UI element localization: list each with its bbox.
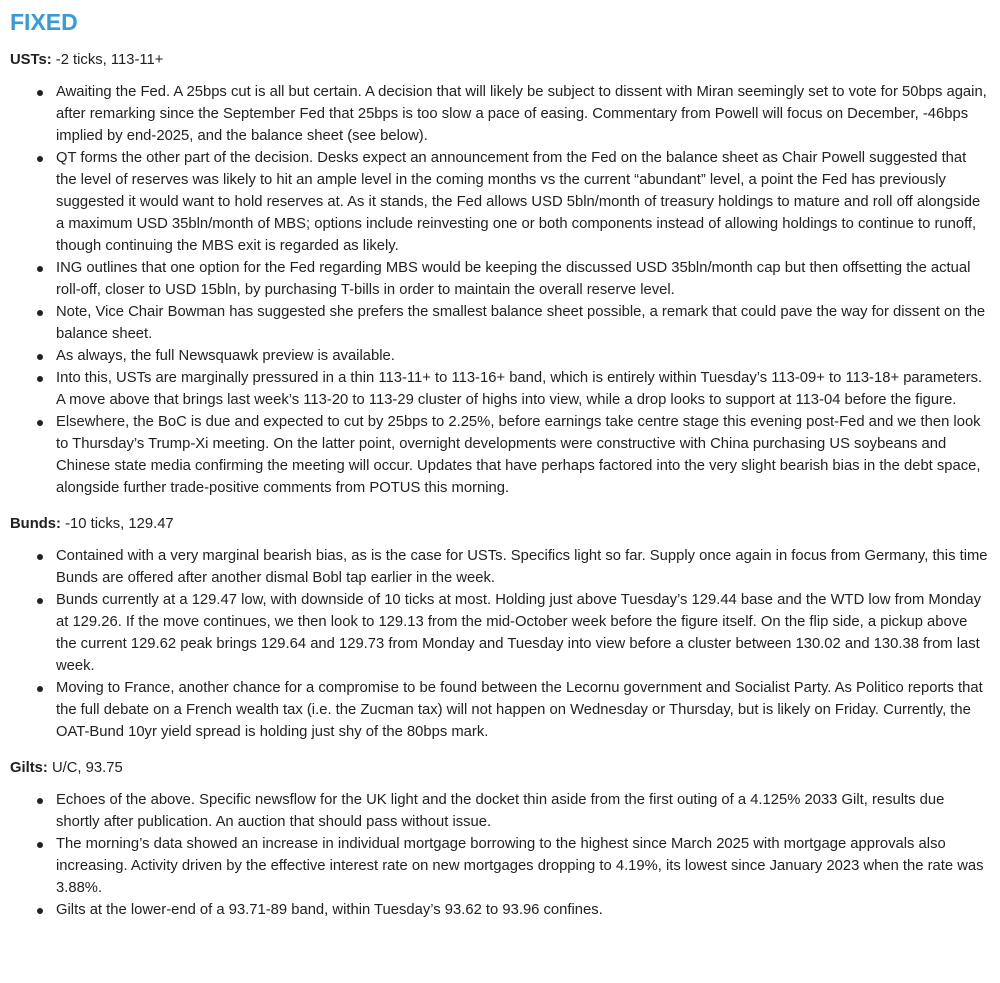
- section-usts: [10, 49, 988, 499]
- bullet-icon: [37, 798, 43, 804]
- list-item: Echoes of the above. Specific newsflow for the UK light and the docket thin aside from the first outing of a 4.125% 2033 Gilt, results due shortly after publication. An auction that should pass without issue.: [56, 789, 988, 833]
- bullet-icon: [37, 90, 43, 96]
- list-item: QT forms the other part of the decision. Desks expect an announcement from the Fed on the balance sheet as Chair Powell suggested that the level of reserves was likely to hit an ample level in the coming months vs the current “abundant” level, a point the Fed has previously suggested it would want to hold reserves at. As it stands, the Fed allows USD 5bln/month of treasury holdings to mature and roll off alongside a maximum USD 35bln/month of MBS; options include reinvesting one or both components instead of allowing holdings to continue to runoff, though continuing the MBS exit is regarded as likely.: [56, 147, 988, 257]
- list-item: Gilts at the lower-end of a 93.71-89 band, within Tuesday’s 93.62 to 93.96 confines.: [56, 899, 988, 921]
- list-item: ING outlines that one option for the Fed regarding MBS would be keeping the discussed USD 35bln/month cap but then offsetting the actual roll-off, closer to USD 15bln, by purchasing T-bills in order to maintain the overall reserve level.: [56, 257, 988, 301]
- bullet-icon: [37, 310, 43, 316]
- section-heading: [10, 757, 988, 779]
- section-heading: [10, 49, 988, 71]
- bullet-icon: [37, 686, 43, 692]
- bullet-icon: [37, 420, 43, 426]
- list-item: The morning’s data showed an increase in individual mortgage borrowing to the highest since March 2025 with mortgage approvals also increasing. Activity driven by the effective interest rate on new mortgages dropping to 4.19%, its lowest since January 2023 when the rate was 3.88%.: [56, 833, 988, 899]
- bullet-list: [10, 789, 988, 921]
- section-label: Gilts:: [10, 760, 48, 777]
- bullet-icon: [37, 842, 43, 848]
- section-summary: -10 ticks, 129.47: [60, 516, 174, 533]
- bullet-icon: [37, 598, 43, 604]
- section-heading: [10, 513, 988, 535]
- list-item: Into this, USTs are marginally pressured in a thin 113-11+ to 113-16+ band, which is entirely within Tuesday’s 113-09+ to 113-18+ parameters. A move above that brings last week’s 113-20 to 113-29 cluster of highs into view, while a drop looks to support at 113-04 before the figure.: [56, 367, 988, 411]
- bullet-list: [10, 545, 988, 743]
- section-label: USTs:: [10, 52, 52, 69]
- section-summary: -2 ticks, 113-11+: [51, 52, 164, 69]
- list-item: Bunds currently at a 129.47 low, with downside of 10 ticks at most. Holding just above Tuesday’s 129.44 base and the WTD low from Monday at 129.26. If the move continues, we then look to 129.13 from the mid-October week before the figure itself. On the flip side, a pickup above the current 129.62 peak brings 129.64 and 129.73 from Monday and Tuesday into view before a cluster between 130.02 and 130.38 from last week.: [56, 589, 988, 677]
- section-summary: U/C, 93.75: [47, 760, 123, 777]
- list-item: Moving to France, another chance for a compromise to be found between the Lecornu government and Socialist Party. As Politico reports that the full debate on a French wealth tax (i.e. the Zucman tax) will not happen on Wednesday or Thursday, but is likely on Friday. Currently, the OAT-Bund 10yr yield spread is holding just shy of the 80bps mark.: [56, 677, 988, 743]
- bullet-list: [10, 81, 988, 499]
- section-gilts: [10, 757, 988, 921]
- bullet-icon: [37, 554, 43, 560]
- bullet-icon: [37, 354, 43, 360]
- section-bunds: [10, 513, 988, 743]
- page-title: FIXED: [10, 9, 78, 35]
- bullet-icon: [37, 266, 43, 272]
- list-item: As always, the full Newsquawk preview is available.: [56, 345, 988, 367]
- section-label: Bunds:: [10, 516, 61, 533]
- bullet-icon: [37, 156, 43, 162]
- list-item: Elsewhere, the BoC is due and expected to cut by 25bps to 2.25%, before earnings take centre stage this evening post-Fed and we then look to Thursday’s Trump-Xi meeting. On the latter point, overnight developments were constructive with China purchasing US soybeans and Chinese state media confirming the meeting will occur. Updates that have perhaps factored into the very slight bearish bias in the debt space, alongside further trade-positive comments from POTUS this morning.: [56, 411, 988, 499]
- bullet-icon: [37, 376, 43, 382]
- bullet-icon: [37, 908, 43, 914]
- list-item: Note, Vice Chair Bowman has suggested she prefers the smallest balance sheet possible, a remark that could pave the way for dissent on the balance sheet.: [56, 301, 988, 345]
- list-item: Contained with a very marginal bearish bias, as is the case for USTs. Specifics light so far. Supply once again in focus from Germany, this time Bunds are offered after another dismal Bobl tap earlier in the week.: [56, 545, 988, 589]
- list-item: Awaiting the Fed. A 25bps cut is all but certain. A decision that will likely be subject to dissent with Miran seemingly set to vote for 50bps again, after remarking since the September Fed that 25bps is too slow a pace of easing. Commentary from Powell will focus on December, -46bps implied by end-2025, and the balance sheet (see below).: [56, 81, 988, 147]
